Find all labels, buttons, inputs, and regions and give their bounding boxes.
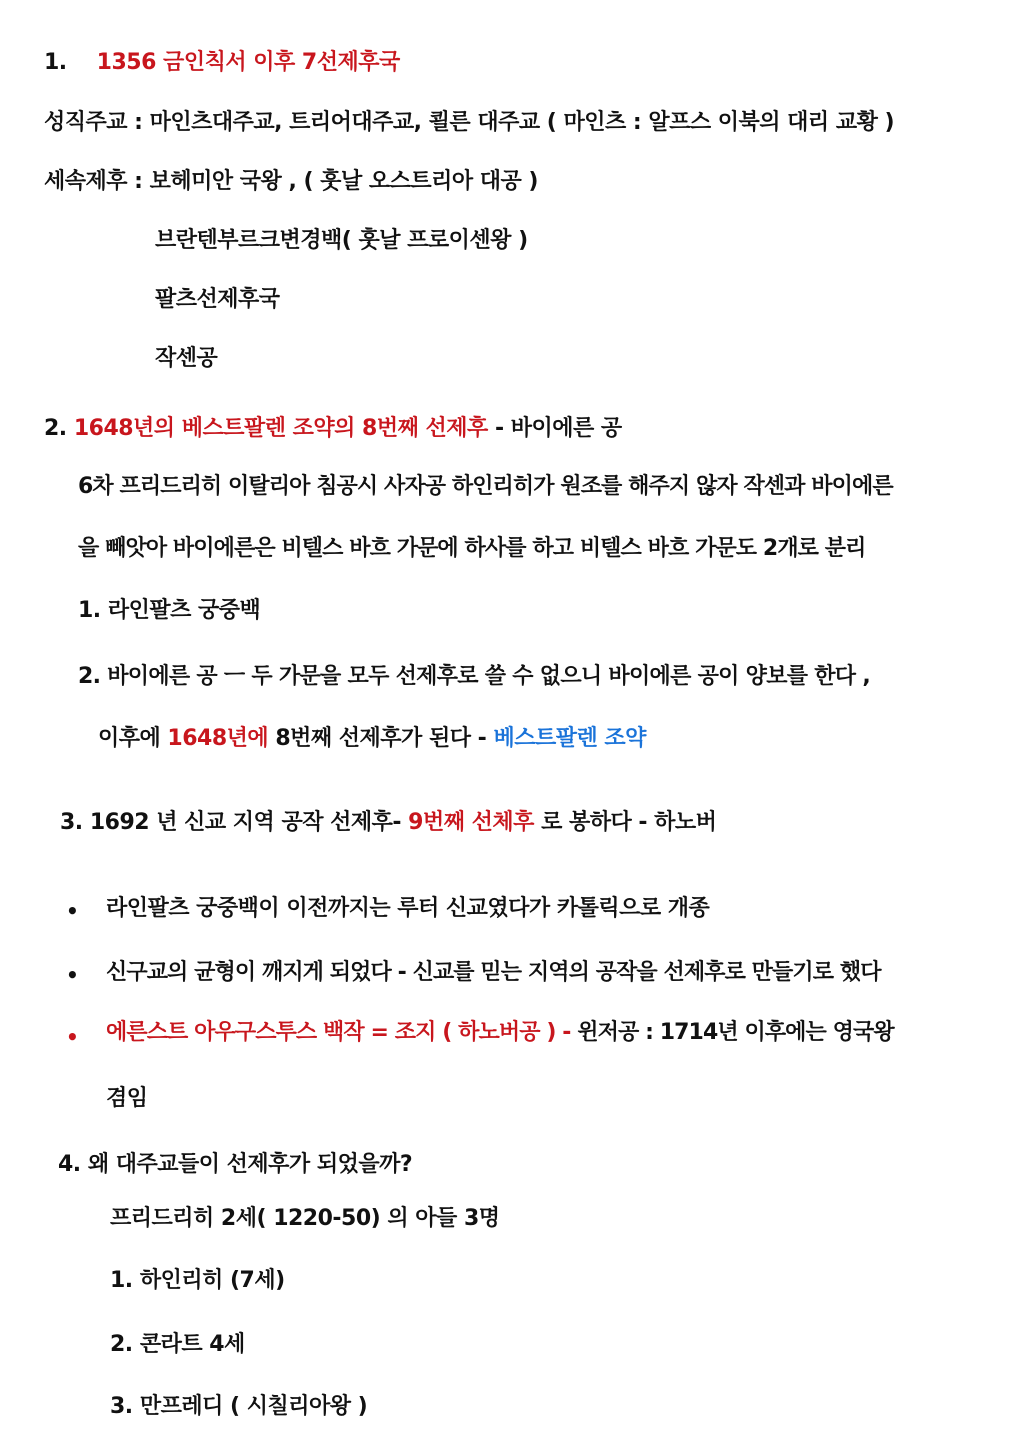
s2-item-3-lead: 이후에 [98,726,168,751]
s3-bullet-2: 신구교의 균형이 깨지게 되었다 - 신교를 믿는 지역의 공작을 선제후로 만들기로 했다 [106,960,881,985]
s3-bullet-3-highlight: 에른스트 아우구스투스 백작 = 조지 ( 하노버공 ) - [106,1020,571,1045]
s4-line-1: 프리드리히 2세( 1220-50) 의 아들 3명 [110,1206,500,1231]
s1-secular-line: 세속제후 : 보헤미안 국왕 , ( 훗날 오스트리아 대공 ) [44,169,538,194]
bullet-icon: • [66,1025,79,1049]
s3-heading [60,808,716,838]
s3-title-lead: 3. 1692 년 신교 지역 공작 선제후- [60,810,409,835]
s4-heading: 4. 왜 대주교들이 선제후가 되었을까? [58,1152,413,1177]
s2-title: 1648년의 베스트팔렌 조약의 8번째 선제후 [73,416,488,441]
s3-bullet-1: 라인팔츠 궁중백이 이전까지는 루터 신교였다가 카톨릭으로 개종 [106,896,710,921]
bullet-icon: • [66,963,79,987]
s2-item-3-year: 1648년에 [167,726,269,751]
s1-title: 1356 금인칙서 이후 7선제후국 [96,50,400,75]
s2-item-3 [98,724,646,754]
s3-title-tail: 로 봉하다 - 하노버 [533,810,717,835]
s1-clergy-line: 성직주교 : 마인츠대주교, 트리어대주교, 쾰른 대주교 ( 마인츠 : 알프스 이북의 대리 교황 ) [44,110,895,135]
s2-para-line-2: 을 빼앗아 바이에른은 비텔스 바흐 가문에 하사를 하고 비텔스 바흐 가문도 2개로 분리 [78,536,866,561]
s4-line-4: 3. 만프레디 ( 시칠리아왕 ) [110,1394,368,1419]
s2-item-3-mid: 8번째 선제후가 된다 - [268,726,494,751]
s3-title-highlight: 9번째 선체후 [408,810,534,835]
s4-line-2: 1. 하인리히 (7세) [110,1268,285,1293]
s4-line-3: 2. 콘라트 4세 [110,1332,245,1357]
s1-heading [44,48,400,78]
s2-item-2: 2. 바이에른 공 ㅡ 두 가문을 모두 선제후로 쓸 수 없으니 바이에른 공이 양보를 한다 , [78,664,870,689]
s3-bullet-3-cont: 겸임 [106,1086,148,1111]
s2-heading [44,414,622,444]
s2-title-tail: - 바이에른 공 [487,416,622,441]
s3-bullet-3-tail: 윈저공 : 1714년 이후에는 영국왕 [570,1020,894,1045]
s2-item-1: 1. 라인팔츠 궁중백 [78,598,261,623]
s2-para-line-1: 6차 프리드리히 이탈리아 침공시 사자공 하인리히가 원조를 해주지 않자 작센과 바이에른 [78,474,893,499]
s1-saxony-line: 작센공 [155,346,218,371]
s3-bullet-3 [106,1018,894,1048]
s1-palatinate-line: 팔츠선제후국 [155,287,280,312]
s2-item-3-treaty: 베스트팔렌 조약 [493,726,646,751]
s2-prefix: 2. [44,416,74,441]
bullet-icon: • [66,899,79,923]
s1-brandenburg-line: 브란텐부르크변경백( 훗날 프로이센왕 ) [155,228,528,253]
s1-number: 1. [44,50,67,75]
